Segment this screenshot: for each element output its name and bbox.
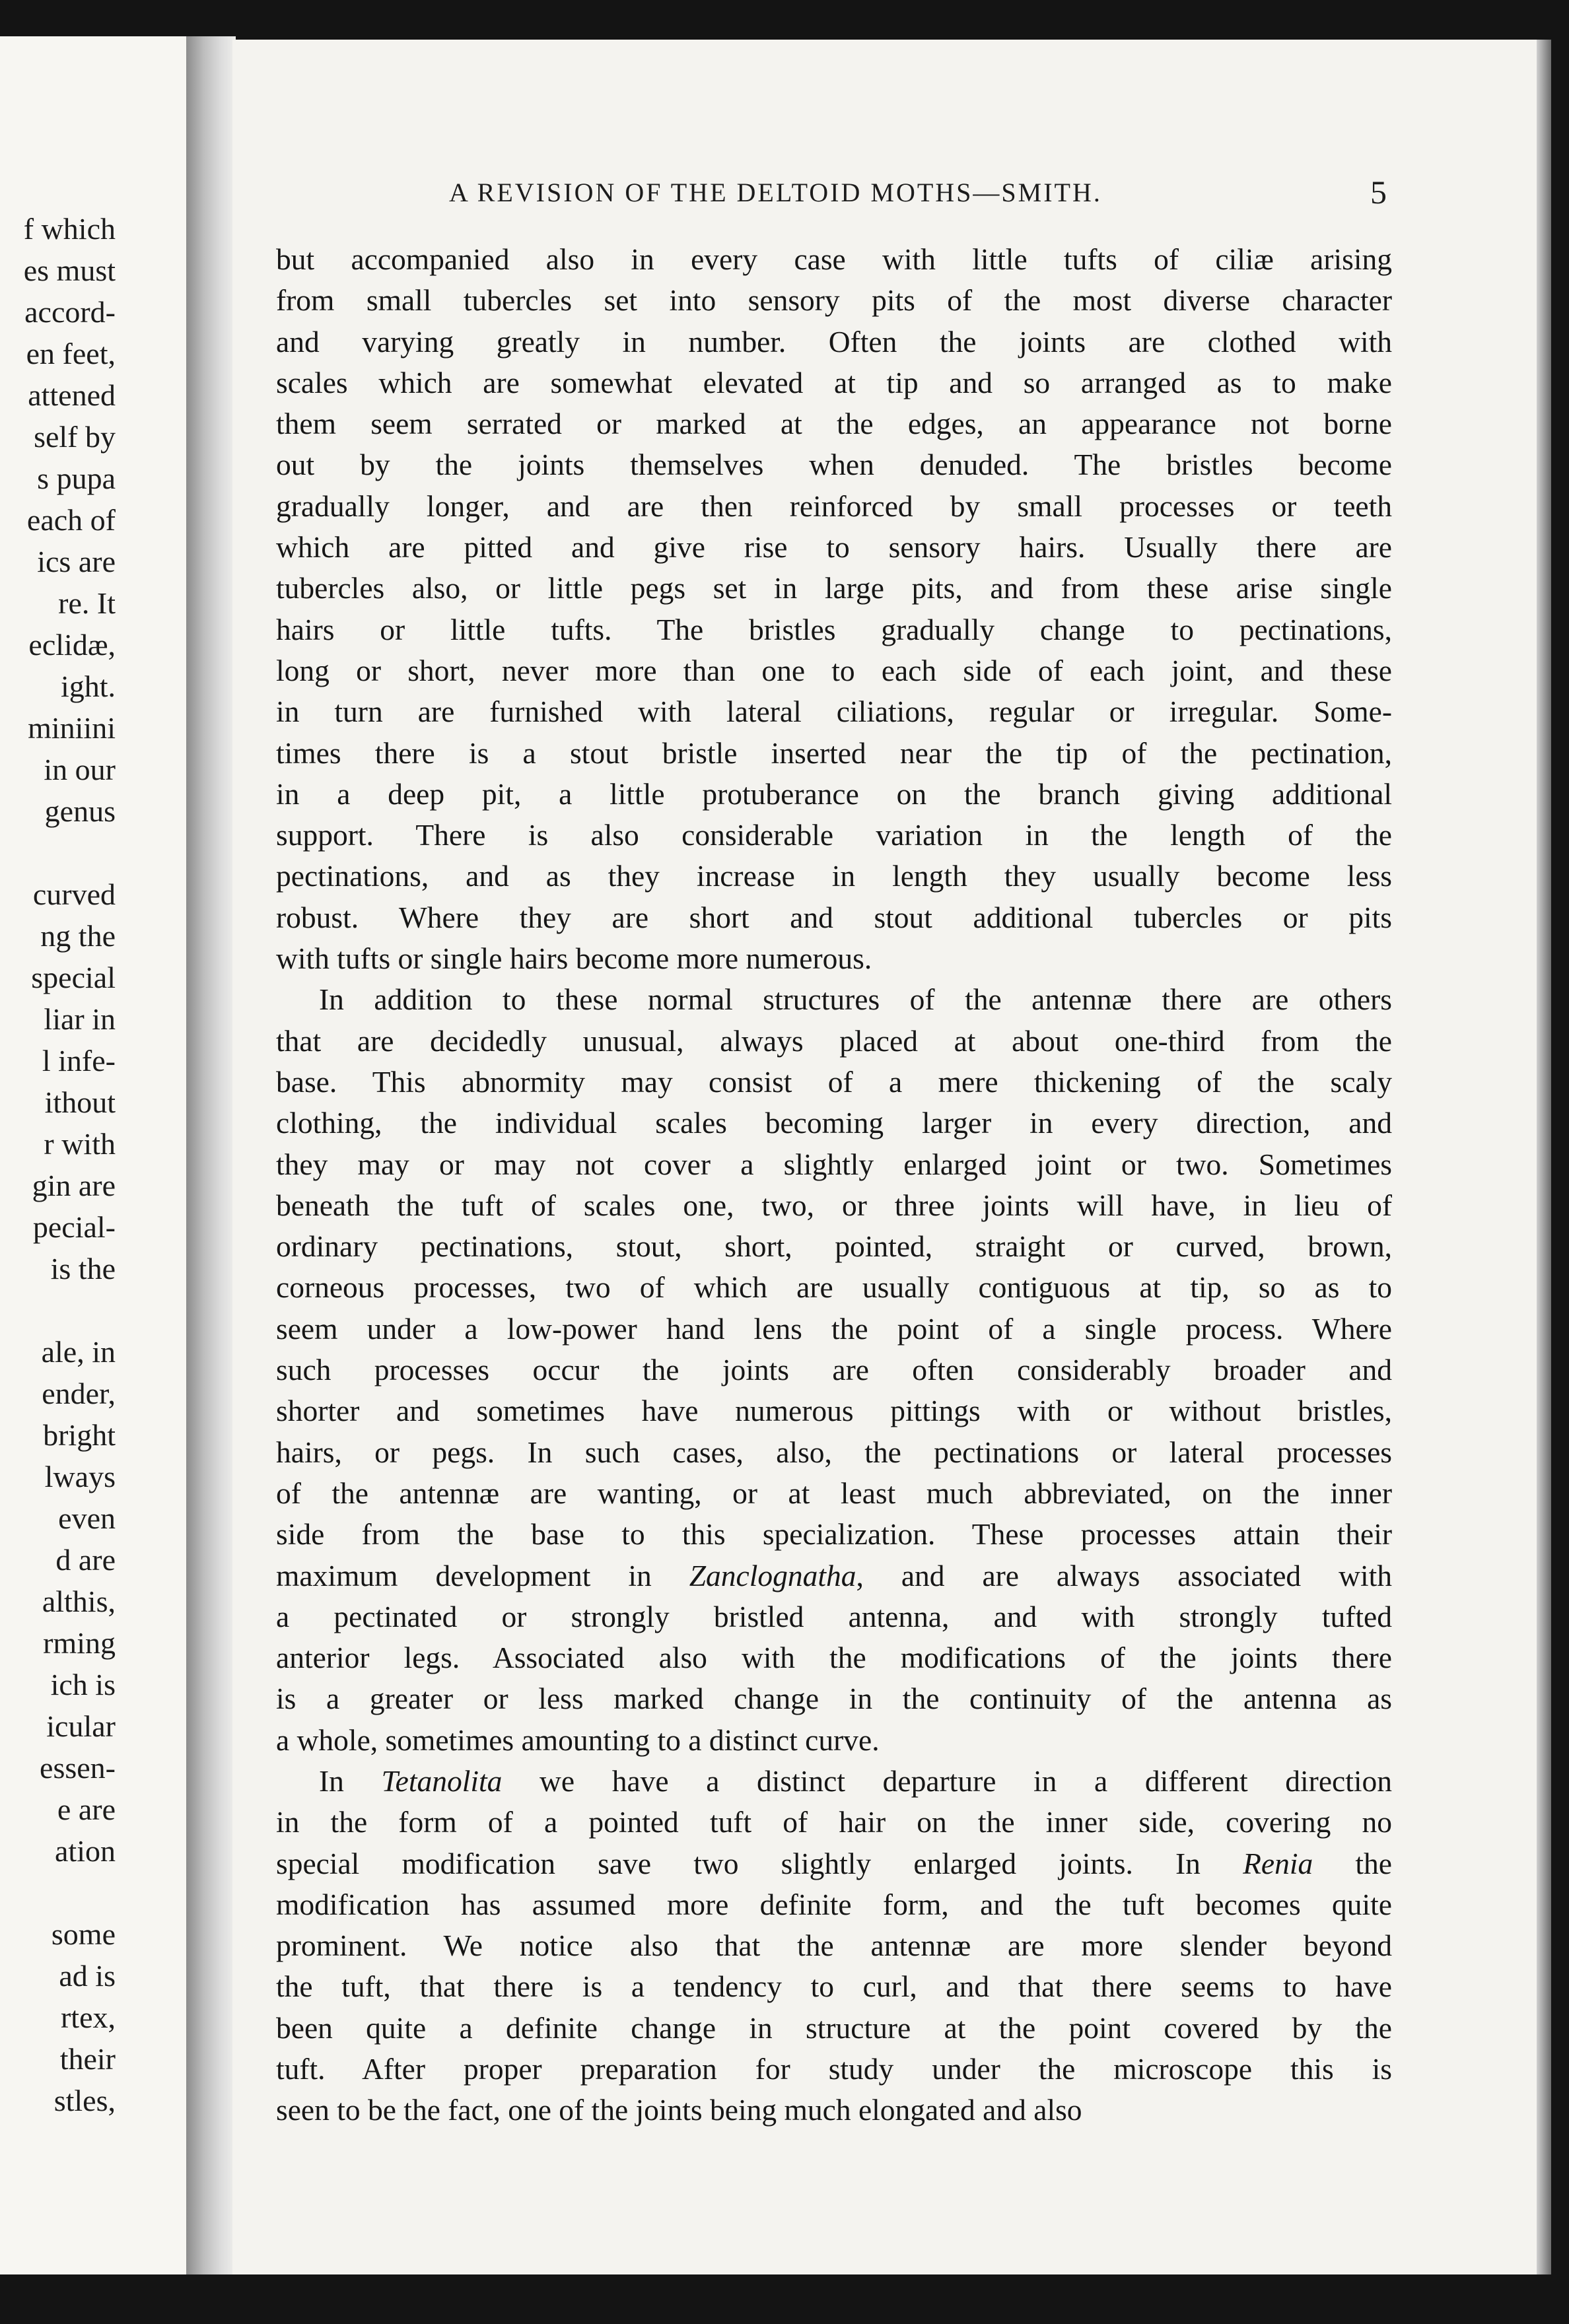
left-page-fragment: bright — [43, 1418, 116, 1452]
text-line: scales which are somewhat elevated at tip and so arranged as to make — [276, 365, 1392, 399]
left-page-fragment: attened — [28, 378, 116, 412]
left-page-fragment: curved — [32, 877, 116, 911]
text-line: in turn are furnished with lateral ciliations, regular or irregular. Some- — [276, 695, 1392, 729]
left-page-fragment: special — [31, 961, 116, 994]
text-line: out by the joints themselves when denuded. The bristles become — [276, 448, 1392, 482]
left-page-fragment: lways — [44, 1460, 116, 1493]
left-page-fragment: eclidæ, — [28, 628, 116, 662]
left-page-fragment: e are — [57, 1793, 116, 1826]
text-line: but accompanied also in every case with little tufts of ciliæ arising — [276, 242, 1392, 276]
text-line: a pectinated or strongly bristled antenna, and with strongly tufted — [276, 1599, 1392, 1633]
text-line: seen to be the fact, one of the joints being much elongated and also — [276, 2093, 1082, 2127]
text-line: corneous processes, two of which are usually contiguous at tip, so as to — [276, 1270, 1392, 1305]
text-line: shorter and sometimes have numerous pittings with or without bristles, — [276, 1394, 1392, 1428]
text-line: tuft. After proper preparation for study under the microscope this is — [276, 2052, 1392, 2086]
left-page-fragment — [24, 1872, 116, 1913]
text-line: that are decidedly unusual, always placed at about one-third from the — [276, 1023, 1392, 1058]
text-line: hairs, or pegs. In such cases, also, the pectinations or lateral processes — [276, 1435, 1392, 1469]
text-line: seem under a low-power hand lens the point of a single process. Where — [276, 1311, 1392, 1346]
text-line: special modification save two slightly enlarged joints. In Renia the — [276, 1846, 1392, 1880]
right-page-edge — [1537, 40, 1551, 2274]
page-number: 5 — [1370, 174, 1387, 211]
text-line: the tuft, that there is a tendency to curl, and that there seems to have — [276, 1969, 1392, 2004]
text-line: ordinary pectinations, stout, short, pointed, straight or curved, brown, — [276, 1229, 1392, 1264]
left-page-fragment: stles, — [53, 2084, 116, 2117]
text-line: beneath the tuft of scales one, two, or three joints will have, in lieu of — [276, 1188, 1392, 1222]
text-line: hairs or little tufts. The bristles gradually change to pectinations, — [276, 612, 1392, 646]
text-line: from small tubercles set into sensory pits of the most diverse character — [276, 283, 1392, 318]
text-line: base. This abnormity may consist of a mere thickening of the scaly — [276, 1064, 1392, 1099]
left-page-fragment: d are — [55, 1543, 116, 1577]
text-line: been quite a definite change in structure at the point covered by the — [276, 2010, 1392, 2045]
text-line: pectinations, and as they increase in length they usually become less — [276, 859, 1392, 893]
text-line: and varying greatly in number. Often the joints are clothed with — [276, 324, 1392, 359]
left-page-fragment: ation — [55, 1834, 116, 1868]
text-line: prominent. We notice also that the antennæ are more slender beyond — [276, 1929, 1392, 1963]
left-page-fragment: accord- — [24, 295, 116, 329]
left-page-fragment: even — [58, 1501, 116, 1535]
left-page-fragment: is the — [50, 1252, 116, 1285]
left-page-fragment: self by — [34, 420, 116, 454]
text-line: In addition to these normal structures of the antennæ there are others — [319, 982, 1392, 1017]
left-page-fragment: each of — [26, 503, 116, 537]
left-page-fragment: icular — [46, 1709, 116, 1743]
text-line: clothing, the individual scales becoming larger in every direction, and — [276, 1106, 1392, 1140]
left-page-fragment: ight. — [60, 669, 116, 703]
left-page-fragment: re. It — [58, 586, 116, 620]
left-page-fragment: ng the — [40, 919, 116, 953]
left-page-text-fragments — [24, 208, 116, 2121]
text-line: is a greater or less marked change in the continuity of the antenna as — [276, 1682, 1392, 1716]
left-page-fragment: ad is — [59, 1959, 116, 1993]
left-page-fragment: ithout — [44, 1085, 116, 1119]
left-page-fragment: rtex, — [60, 2000, 116, 2034]
left-page-fragment: rming — [43, 1626, 116, 1660]
text-line: maximum development in Zanclognatha, and are always associated with — [276, 1558, 1392, 1592]
left-page-fragment: ics are — [37, 545, 116, 578]
text-line: support. There is also considerable variation in the length of the — [276, 818, 1392, 852]
text-line: such processes occur the joints are often considerably broader and — [276, 1353, 1392, 1387]
left-page-fragment: ender, — [42, 1377, 116, 1410]
left-facing-page — [0, 36, 192, 2274]
left-page-fragment: en feet, — [26, 337, 116, 370]
text-line: modification has assumed more definite form, and the tuft becomes quite — [276, 1887, 1392, 1921]
text-line: side from the base to this specialization. These processes attain their — [276, 1517, 1392, 1552]
book-gutter — [186, 36, 236, 2274]
text-line: they may or may not cover a slightly enlarged joint or two. Sometimes — [276, 1147, 1392, 1181]
left-page-fragment: essen- — [40, 1751, 116, 1785]
left-page-fragment: s pupa — [37, 461, 116, 495]
left-page-fragment: l infe- — [42, 1044, 116, 1077]
left-page-fragment: ich is — [50, 1668, 116, 1701]
left-page-fragment: gin are — [32, 1169, 116, 1202]
text-line: gradually longer, and are then reinforced by small processes or teeth — [276, 489, 1392, 523]
left-page-fragment — [24, 832, 116, 873]
left-page-fragment: althis, — [42, 1585, 116, 1618]
text-line: with tufts or single hairs become more numerous. — [276, 941, 872, 976]
text-line: times there is a stout bristle inserted near the tip of the pectination, — [276, 735, 1392, 770]
text-line: which are pitted and give rise to sensory hairs. Usually there are — [276, 530, 1392, 564]
text-line: long or short, never more than one to each side of each joint, and these — [276, 653, 1392, 687]
left-page-fragment: in our — [44, 753, 116, 786]
left-page-fragment: liar in — [44, 1002, 116, 1036]
running-head: A REVISION OF THE DELTOID MOTHS—SMITH. — [449, 178, 1102, 207]
left-page-fragment: genus — [44, 794, 116, 828]
text-line: them seem serrated or marked at the edges, an appearance not borne — [276, 407, 1392, 441]
body-text — [276, 239, 1392, 2131]
text-line: anterior legs. Associated also with the modifications of the joints there — [276, 1641, 1392, 1675]
text-line: of the antennæ are wanting, or at least much abbreviated, on the inner — [276, 1476, 1392, 1510]
text-line: In Tetanolita we have a distinct departure in a different direction — [319, 1763, 1392, 1798]
text-line: tubercles also, or little pegs set in large pits, and from these arise single — [276, 571, 1392, 605]
left-page-fragment: pecial- — [32, 1210, 116, 1244]
left-page-fragment: es must — [23, 254, 116, 287]
left-page-fragment: miniini — [28, 711, 116, 745]
text-line: robust. Where they are short and stout additional tubercles or pits — [276, 900, 1392, 934]
text-line: in a deep pit, a little protuberance on the branch giving additional — [276, 776, 1392, 811]
text-line: a whole, sometimes amounting to a distinct curve. — [276, 1723, 880, 1757]
left-page-fragment: f which — [23, 212, 116, 246]
left-page-fragment: ale, in — [41, 1335, 116, 1369]
left-page-fragment: some — [51, 1917, 116, 1951]
left-page-fragment: r with — [44, 1127, 116, 1161]
text-line: in the form of a pointed tuft of hair on the inner side, covering no — [276, 1805, 1392, 1839]
left-page-fragment: their — [59, 2042, 116, 2076]
left-page-fragment — [24, 1289, 116, 1331]
